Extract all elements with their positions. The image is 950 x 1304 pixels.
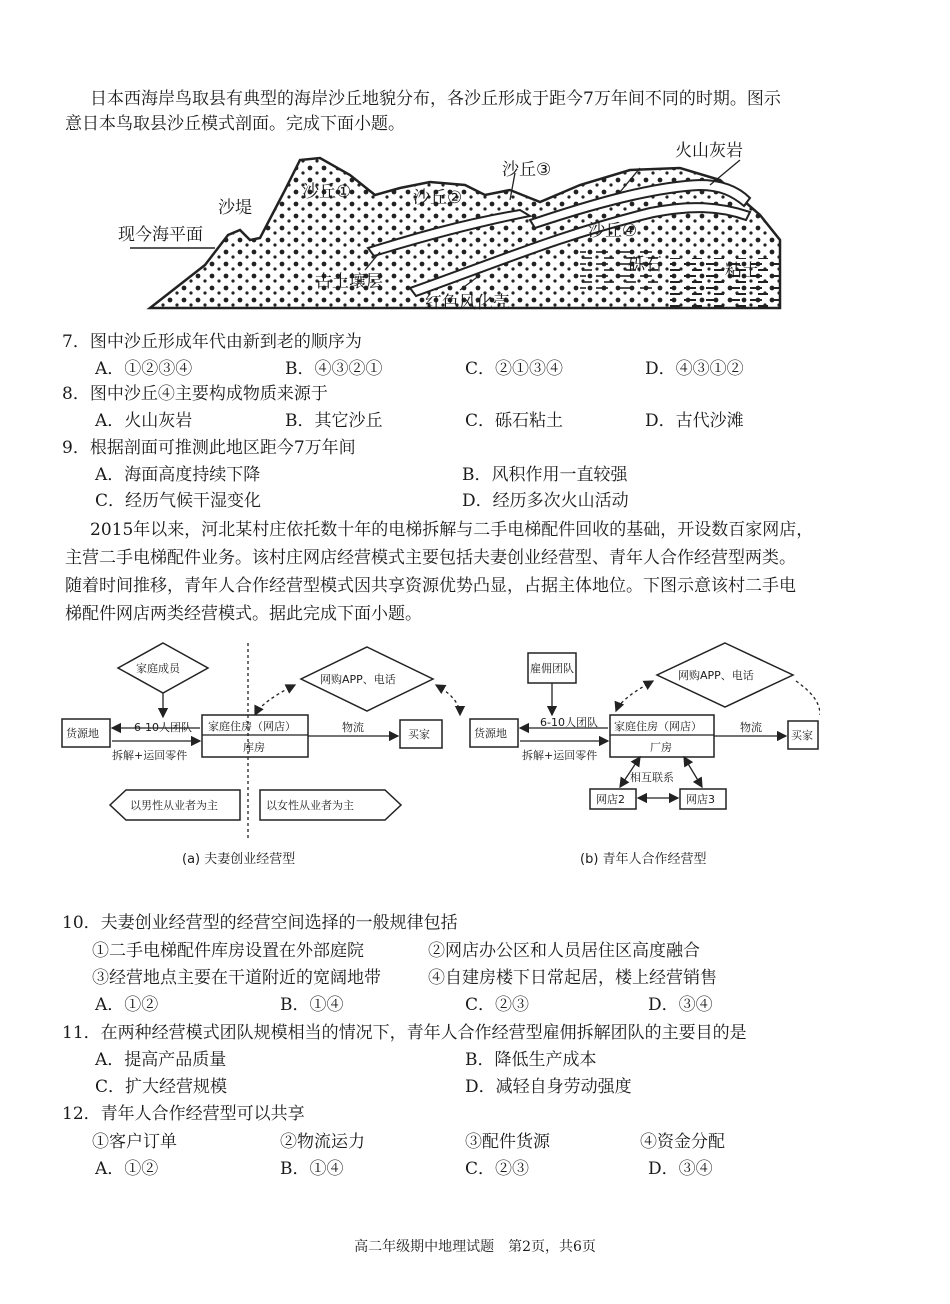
q8-option-a[interactable]: A．火山灰岩	[95, 411, 193, 431]
q12-statement-1: ①客户订单	[92, 1132, 177, 1152]
q9-stem: 9．根据剖面可推测此地区距今7万年间	[62, 438, 356, 458]
q10-statement-3: ③经营地点主要在干道附近的宽阔地带	[92, 968, 381, 988]
b-caption: (b) 青年人合作经营型	[580, 852, 707, 867]
diagram-b	[470, 643, 820, 867]
b-contact-label: 相互联系	[630, 771, 674, 784]
q10-statement-2: ②网店办公区和人员居住区高度融合	[428, 941, 700, 961]
label-paleosol: 古土壤层	[315, 272, 383, 292]
a-family-label: 家庭成员	[136, 662, 180, 675]
q12-option-d[interactable]: D．③④	[648, 1159, 713, 1179]
q11-option-c[interactable]: C．扩大经营规模	[95, 1077, 228, 1097]
q9-option-a[interactable]: A．海面高度持续下降	[95, 465, 261, 485]
a-app-label: 网购APP、电话	[320, 673, 396, 686]
b-hired-label: 雇佣团队	[530, 662, 574, 675]
q10-option-d[interactable]: D．③④	[648, 995, 713, 1015]
a-team-label: 6-10人团队	[134, 721, 192, 734]
q9-option-b[interactable]: B．风积作用一直较强	[462, 465, 628, 485]
a-house-label: 家庭住房（网店）	[208, 720, 296, 733]
q11-stem: 11．在两种经营模式团队规模相当的情况下，青年人合作经营型雇佣拆解团队的主要目的是	[62, 1023, 747, 1043]
passage1-line2: 意日本鸟取县沙丘模式剖面。完成下面小题。	[65, 114, 405, 134]
q7-option-a[interactable]: A．①②③④	[95, 359, 193, 379]
passage2-line2: 主营二手电梯配件业务。该村庄网店经营模式主要包括夫妻创业经营型、青年人合作经营型两类。	[65, 548, 796, 568]
label-dune4: 沙丘④	[588, 221, 638, 241]
b-factory-label: 厂房	[650, 741, 672, 754]
q10-stem: 10．夫妻创业经营型的经营空间选择的一般规律包括	[62, 913, 458, 933]
q11-option-d[interactable]: D．减轻自身劳动强度	[465, 1077, 632, 1097]
q11-option-a[interactable]: A．提高产品质量	[95, 1050, 227, 1070]
b-shop3-label: 网店3	[686, 793, 715, 806]
a-source-label: 货源地	[66, 727, 99, 740]
q9-option-c[interactable]: C．经历气候干湿变化	[95, 491, 262, 511]
q10-statement-4: ④自建房楼下日常起居，楼上经营销售	[428, 968, 717, 988]
q8-option-b[interactable]: B．其它沙丘	[285, 411, 383, 431]
label-red-crust: 红色风化壳	[425, 293, 510, 313]
dune-cross-section-figure	[110, 140, 790, 320]
business-model-figure	[50, 635, 820, 875]
q12-statement-4: ④资金分配	[640, 1132, 725, 1152]
q7-stem: 7．图中沙丘形成年代由新到老的顺序为	[62, 332, 362, 352]
passage1-line1: 日本西海岸鸟取县有典型的海岸沙丘地貌分布，各沙丘形成于距今7万年间不同的时期。图示	[90, 89, 781, 109]
q10-option-a[interactable]: A．①②	[95, 995, 159, 1015]
diagram-a	[62, 643, 460, 867]
a-buyer-label: 买家	[408, 728, 430, 741]
q8-option-c[interactable]: C．砾石粘土	[465, 411, 564, 431]
q12-statement-2: ②物流运力	[280, 1132, 365, 1152]
b-house-label: 家庭住房（网店）	[614, 720, 702, 733]
label-volcanic-ash: 火山灰岩	[675, 141, 743, 161]
q7-option-c[interactable]: C．②①③④	[465, 359, 564, 379]
b-source-label: 货源地	[474, 727, 507, 740]
q7-option-d[interactable]: D．④③①②	[645, 359, 744, 379]
q12-option-b[interactable]: B．①④	[280, 1159, 344, 1179]
label-sea-level: 现今海平面	[118, 225, 203, 245]
q8-option-d[interactable]: D．古代沙滩	[645, 411, 744, 431]
q7-option-b[interactable]: B．④③②①	[285, 359, 383, 379]
label-sand-bar: 沙堤	[218, 198, 252, 218]
b-dismantle-label: 拆解+运回零件	[522, 749, 598, 762]
label-clay: 粘土	[725, 261, 759, 281]
passage2-line1: 2015年以来，河北某村庄依托数十年的电梯拆解与二手电梯配件回收的基础，开设数百家网店，	[90, 520, 814, 540]
q10-option-b[interactable]: B．①④	[280, 995, 344, 1015]
q8-stem: 8．图中沙丘④主要构成物质来源于	[62, 384, 328, 404]
passage2-line3: 随着时间推移，青年人合作经营型模式因共享资源优势凸显，占据主体地位。下图示意该村二手电	[65, 576, 796, 596]
q12-statement-3: ③配件货源	[465, 1132, 550, 1152]
label-dune1: 沙丘①	[302, 182, 352, 202]
q11-option-b[interactable]: B．降低生产成本	[465, 1050, 597, 1070]
q9-option-d[interactable]: D．经历多次火山活动	[462, 491, 629, 511]
b-buyer-label: 买家	[791, 729, 813, 742]
q12-option-a[interactable]: A．①②	[95, 1159, 159, 1179]
b-shop2-label: 网店2	[596, 793, 625, 806]
a-caption: (a) 夫妻创业经营型	[182, 852, 296, 867]
a-male-label: 以男性从业者为主	[130, 799, 218, 812]
a-storage-label: 库房	[243, 741, 265, 754]
a-dismantle-label: 拆解+运回零件	[112, 749, 188, 762]
label-gravel: 砾石	[628, 255, 662, 275]
label-dune2: 沙丘②	[413, 188, 463, 208]
passage2-line4: 梯配件网店两类经营模式。据此完成下面小题。	[65, 604, 422, 624]
b-logistics-label: 物流	[740, 721, 762, 734]
a-logistics-label: 物流	[342, 721, 364, 734]
q10-statement-1: ①二手电梯配件库房设置在外部庭院	[92, 941, 364, 961]
b-team-label: 6-10人团队	[540, 716, 598, 729]
page-footer: 高二年级期中地理试题 第2页，共6页	[354, 1239, 596, 1255]
a-female-label: 以女性从业者为主	[266, 799, 354, 812]
label-dune3: 沙丘③	[502, 160, 552, 180]
q12-stem: 12．青年人合作经营型可以共享	[62, 1104, 305, 1124]
b-app-label: 网购APP、电话	[678, 669, 754, 682]
q10-option-c[interactable]: C．②③	[465, 995, 530, 1015]
q12-option-c[interactable]: C．②③	[465, 1159, 530, 1179]
